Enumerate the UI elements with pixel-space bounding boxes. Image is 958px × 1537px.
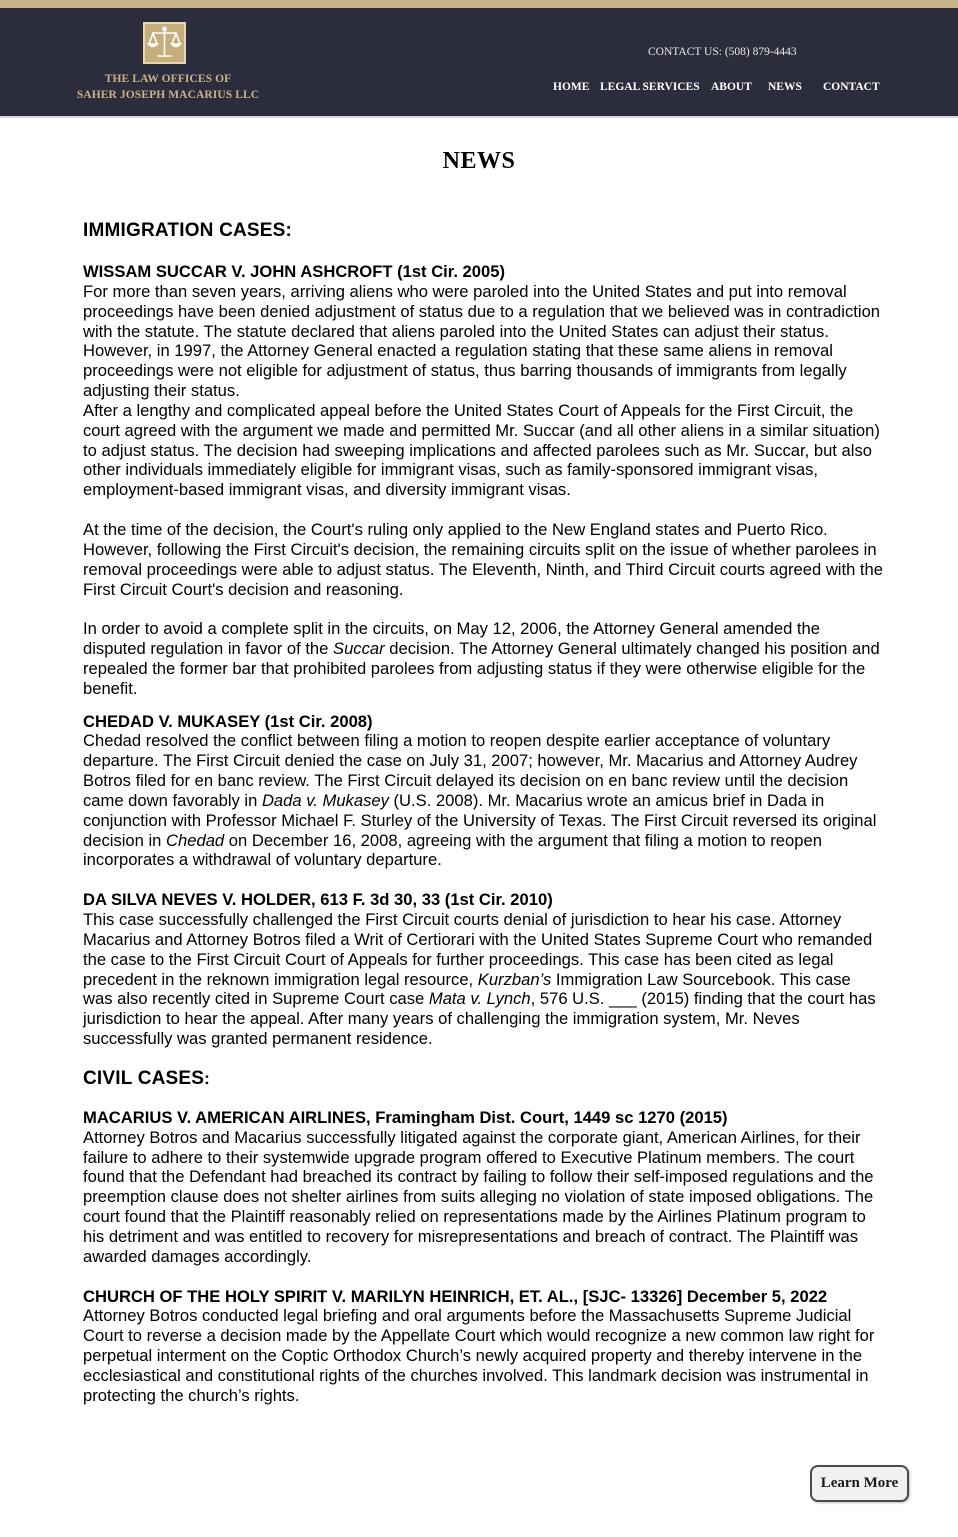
text-run: This case successfully challenged the First Circuit courts denial of jurisdiction to hear his case. Attorney Macarius and Attorney Botros filed a Writ of Certiorari with the United States Supreme Court who remanded the case to the First Circuit Court of Appeals for further proceedings. This case has been cited as legal precedent in the reknown immigration legal resource, [83,910,873,989]
case-title-chedad: CHEDAD V. MUKASEY (1st Cir. 2008) [83,711,373,731]
text-run: Immigration Law Sourcebook. This case was also recently cited in Supreme Court case [83,969,851,1009]
site-header [0,8,958,118]
case-title-holy-spirit: CHURCH OF THE HOLY SPIRIT V. MARILYN HEINRICH, ET. AL., [SJC- 13326] December 5, 2022 [83,1286,828,1306]
learn-more-button[interactable]: Learn More [810,1465,909,1502]
italic-case-name: Mata v. Lynch [428,989,531,1009]
nav-home[interactable]: HOME [553,81,590,93]
case-title-american-airlines: MACARIUS V. AMERICAN AIRLINES, Framingham Dist. Court, 1449 sc 1270 (2015) [83,1107,728,1127]
main-nav [0,81,958,97]
page-title: NEWS [442,148,516,174]
nav-contact[interactable]: CONTACT [823,81,880,93]
firm-name-line-2: SAHER JOSEPH MACARIUS LLC [76,89,260,101]
news-content [83,220,883,1406]
case-paragraph [83,731,883,870]
text-run: on December 16, 2008, agreeing with the argument that filing a motion to reopen incorporates a withdrawal of voluntary departure. [83,830,822,870]
civil-heading-colon: : [204,1068,211,1088]
italic-source-name: Kurzban’s [477,969,552,989]
nav-about[interactable]: ABOUT [711,81,752,93]
text-run: , 576 U.S. ___ (2015) finding that the court has jurisdiction to hear the appeal. After many years of challenging the immigration system, Mr. Neves successfully was granted permanent residence. [83,989,876,1049]
firm-name-line-1: THE LAW OFFICES OF [104,73,232,85]
text-run: (U.S. 2008). Mr. Macarius wrote an amicus brief in Dada in conjunction with Professor Michael F. Sturley of the University of Texas. The First Circuit reversed its original decision in [83,790,877,850]
case-title-succar: WISSAM SUCCAR V. JOHN ASHCROFT (1st Cir. 2005) [83,262,505,281]
top-accent-stripe [0,0,958,8]
case-paragraph [83,910,883,1049]
civil-heading-text: CIVIL CASES [83,1067,205,1089]
italic-case-name: Succar [333,639,385,659]
immigration-heading: IMMIGRATION CASES: [83,220,293,241]
text-run: Chedad resolved the conflict between filing a motion to reopen despite earlier acceptance of voluntary departure. The First Circuit denied the case on July 31, 2007; however, Mr. Macarius and Attorney Audrey Botros filed for en banc review. The First Circuit delayed its decision on en banc review until the decision came down favorably in [83,731,858,810]
italic-case-name: Chedad [166,830,225,850]
case-paragraph: Attorney Botros and Macarius successfully litigated against the corporate giant, American Airlines, for their failure to adhere to their systemwide upgrade program offered to Executive Platinum members. The court found that the Defendant had breached its contract by failing to follow their self-imposed regulations and the preemption clause does not shelter airlines from suits alleging no violation of state imposed obligations. The court found that the Plaintiff reasonably relied on representations made by the Airlines Platinum program to his detriment and was entitled to recovery for misrepresentations and breach of contract. The Plaintiff was awarded damages accordingly. [83,1127,874,1266]
case-paragraph: For more than seven years, arriving aliens who were paroled into the United States and put into removal proceedings have been denied adjustment of status due to a regulation that we believed was in contradiction with the statute. The statute declared that aliens paroled into the United States can adjust their status. However, in 1997, the Attorney General enacted a regulation stating that these same aliens in removal proceedings were not eligible for adjustment of status, thus barring thousands of immigrants from legally adjusting their status. [83,281,881,401]
case-paragraph: At the time of the decision, the Court's ruling only applied to the New England states and Puerto Rico. However, following the First Circuit's decision, the remaining circuits split on the issue of whether parolees in removal proceedings were able to adjust status. The Eleventh, Ninth, and Third Circuit courts agreed with the First Circuit Court's decision and reasoning. [83,519,883,599]
civil-heading [83,1068,883,1090]
nav-news[interactable]: NEWS [768,81,802,93]
scales-of-justice-icon[interactable] [143,22,186,64]
case-title-neves: DA SILVA NEVES V. HOLDER, 613 F. 3d 30, 33 (1st Cir. 2010) [83,890,553,910]
case-paragraph: Attorney Botros conducted legal briefing and oral arguments before the Massachusetts Supreme Judicial Court to reverse a decision made by the Appellate Court which would recognize a new common law right for perpetual interment on the Coptic Orthodox Church’s newly acquired property and thereby intervene in the ecclesiastical and constitutional rights of the churches involved. This landmark decision was instrumental in protecting the church’s rights. [83,1306,875,1405]
case-paragraph: After a lengthy and complicated appeal before the United States Court of Appeals for the First Circuit, the court agreed with the argument we made and permitted Mr. Succar (and all other aliens in a similar situation) to adjust status. The decision had sweeping implications and affected parolees such as Mr. Succar, but also other individuals immediately eligible for immigrant visas, such as family-sponsored immigrant visas, employment-based immigrant visas, and diversity immigrant visas. [83,400,880,500]
case-paragraph [83,619,883,698]
nav-legal-services[interactable]: LEGAL SERVICES [600,81,700,93]
contact-phone[interactable]: CONTACT US: (508) 879-4443 [648,46,797,58]
text-run: In order to avoid a complete split in the circuits, on May 12, 2006, the Attorney General amended the disputed regulation in favor of the [83,619,821,659]
text-run: decision. The Attorney General ultimately changed his position and repealed the former bar that prohibited parolees from adjusting status if they were otherwise eligible for the benefit. [83,639,880,698]
italic-case-name: Dada v. Mukasey [261,790,389,810]
